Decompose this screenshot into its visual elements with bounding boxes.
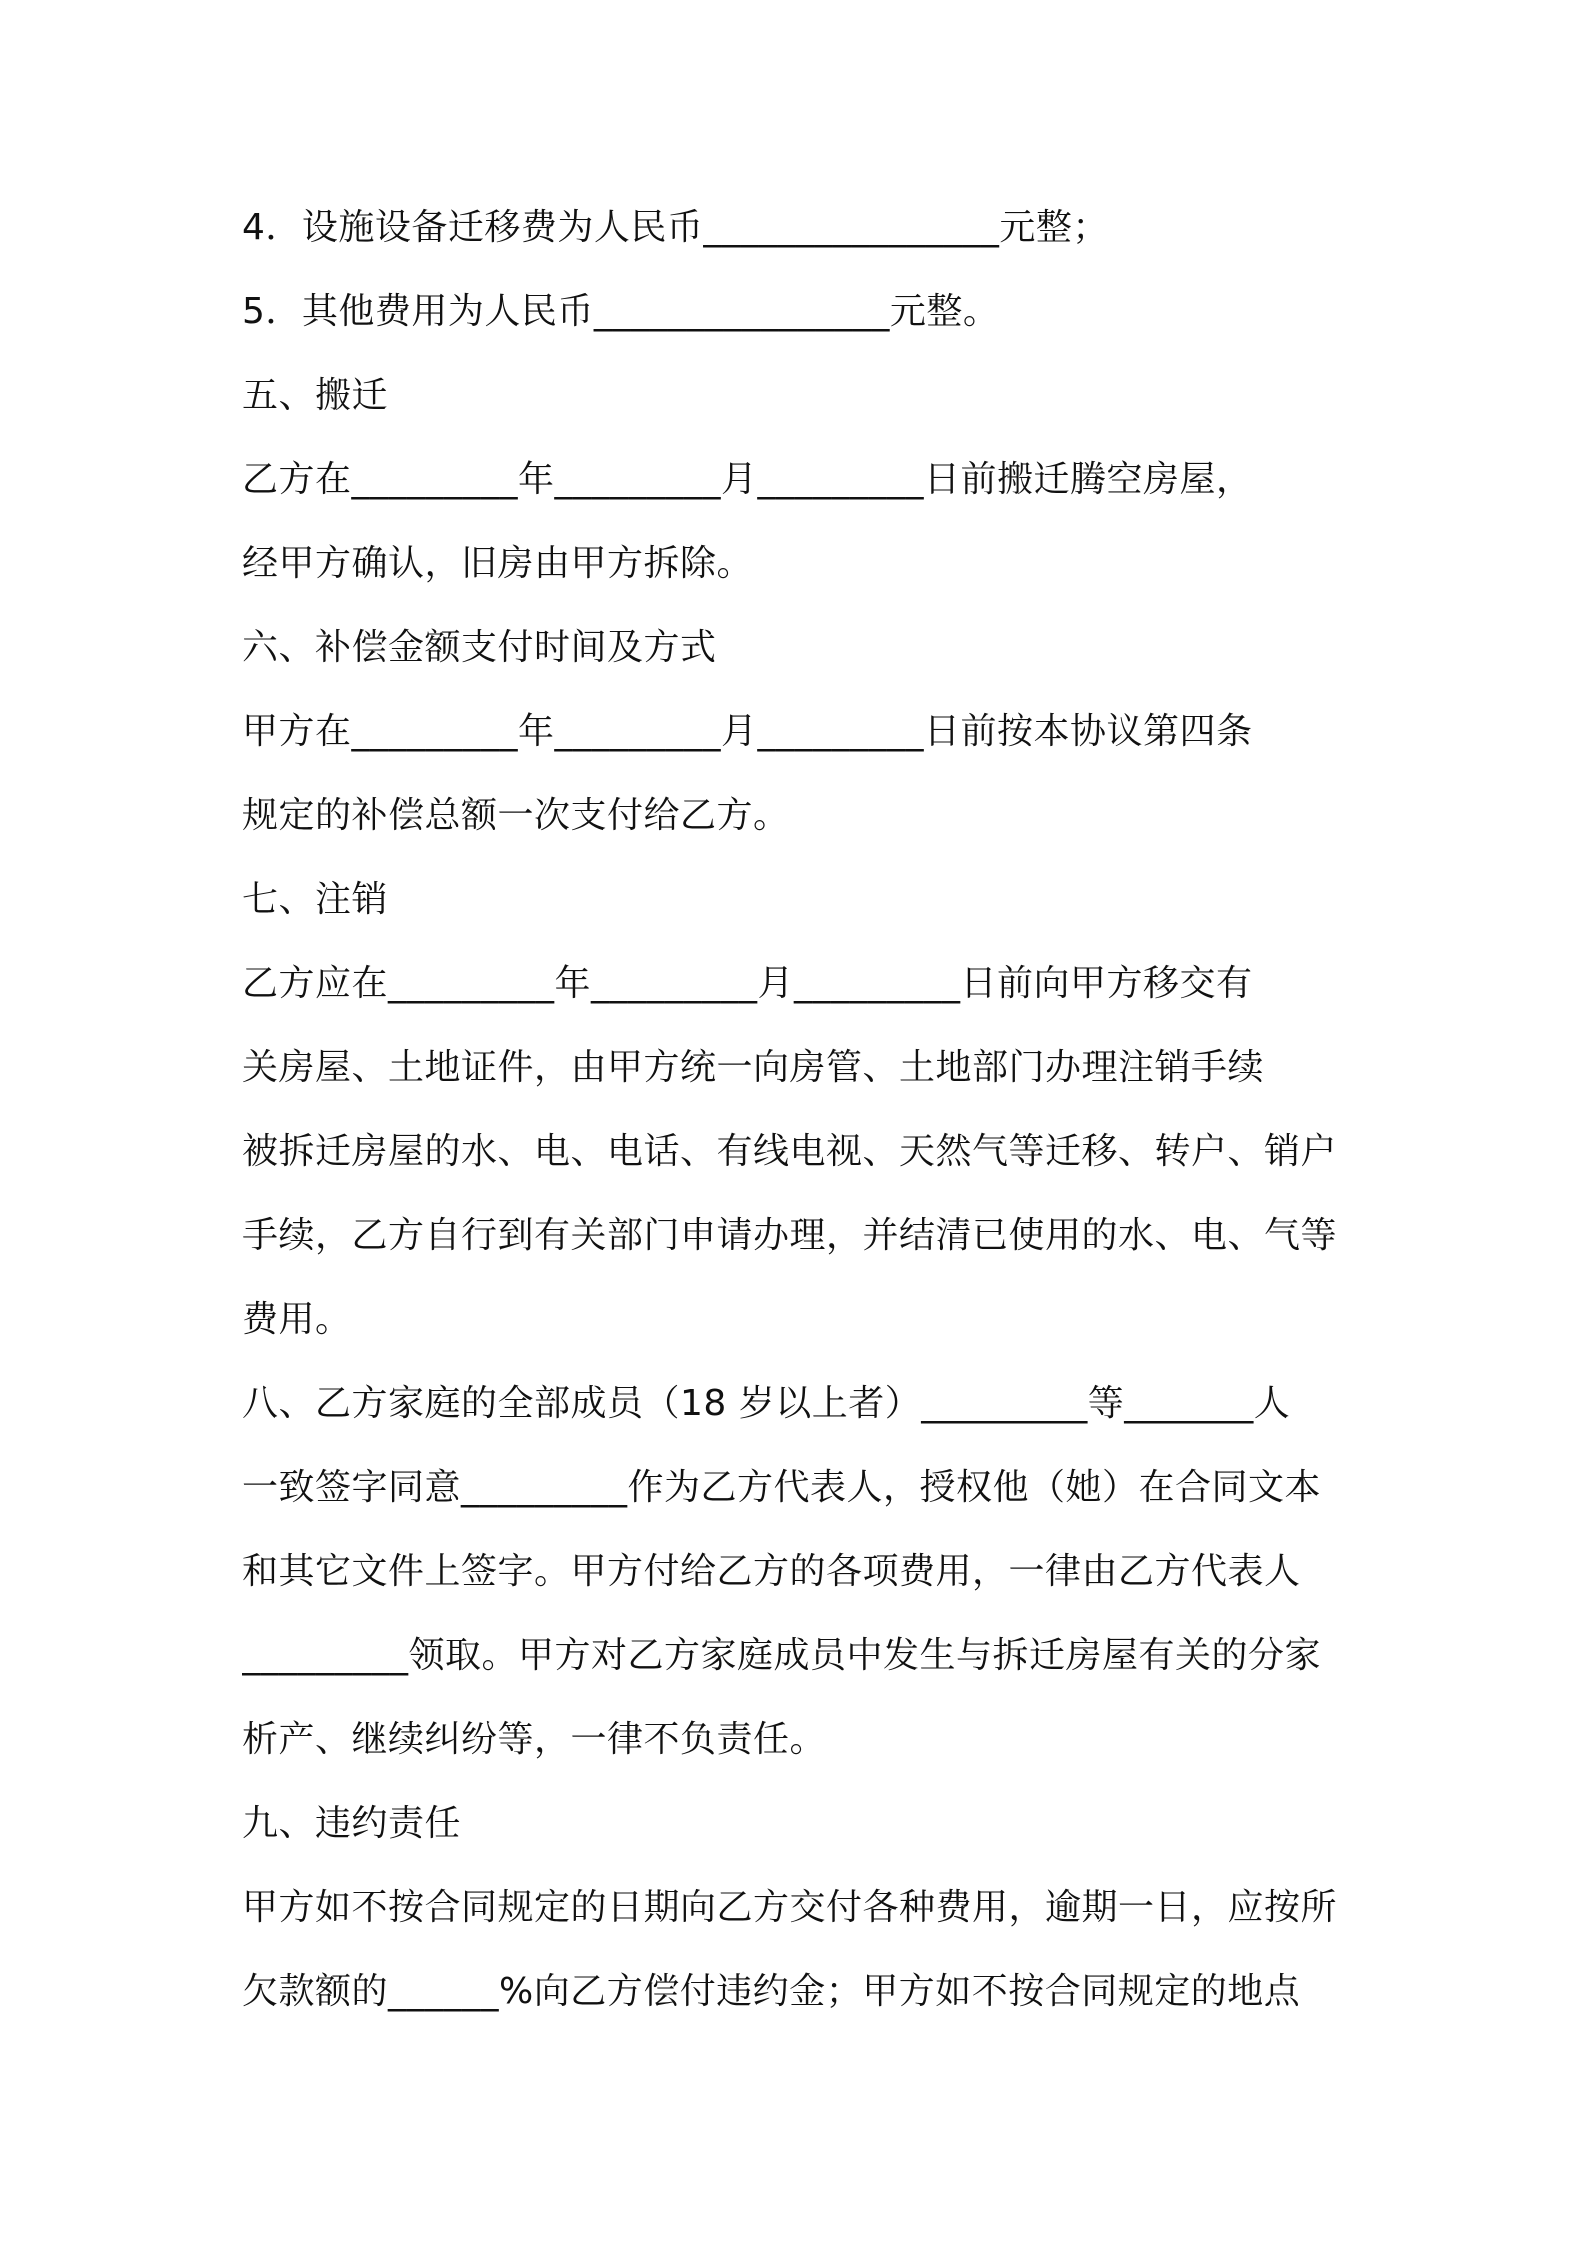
section-heading: 五、搬迁: [242, 375, 389, 416]
text-line: 和其它文件上签字。甲方付给乙方的各项费用，一律由乙方代表人: [242, 1551, 1301, 1592]
text-line: 一致签字同意_________作为乙方代表人，授权他（她）在合同文本: [242, 1467, 1322, 1508]
section-heading: 九、违约责任: [242, 1803, 462, 1844]
text-line: 4．设施设备迁移费为人民币________________元整；: [242, 207, 1109, 248]
text-line: 乙方在_________年_________月_________日前搬迁腾空房屋，: [242, 459, 1253, 500]
text-line: 乙方应在_________年_________月_________日前向甲方移交有: [242, 963, 1253, 1004]
section-heading: 六、补偿金额支付时间及方式: [242, 627, 717, 668]
text-line: 甲方在_________年_________月_________日前按本协议第四条: [242, 711, 1253, 752]
text-line: 甲方如不按合同规定的日期向乙方交付各种费用，逾期一日，应按所: [242, 1887, 1338, 1928]
text-line: 被拆迁房屋的水、电、电话、有线电视、天然气等迁移、转户、销户: [242, 1131, 1338, 1172]
text-line: 关房屋、土地证件，由甲方统一向房管、土地部门办理注销手续: [242, 1047, 1265, 1088]
text-line: 规定的补偿总额一次支付给乙方。: [242, 795, 790, 836]
section-heading: 七、注销: [242, 879, 389, 920]
text-line: 经甲方确认，旧房由甲方拆除。: [242, 543, 754, 584]
text-line: 手续，乙方自行到有关部门申请办理，并结清已使用的水、电、气等: [242, 1215, 1338, 1256]
text-line: 费用。: [242, 1299, 352, 1340]
text-line: 八、乙方家庭的全部成员（18 岁以上者）_________等_______人: [242, 1383, 1291, 1424]
text-line: _________领取。甲方对乙方家庭成员中发生与拆迁房屋有关的分家: [242, 1635, 1322, 1676]
text-line: 欠款额的______%向乙方偿付违约金；甲方如不按合同规定的地点: [242, 1971, 1301, 2012]
text-line: 析产、继续纠纷等，一律不负责任。: [242, 1719, 827, 1760]
text-line: 5．其他费用为人民币________________元整。: [242, 291, 1000, 332]
